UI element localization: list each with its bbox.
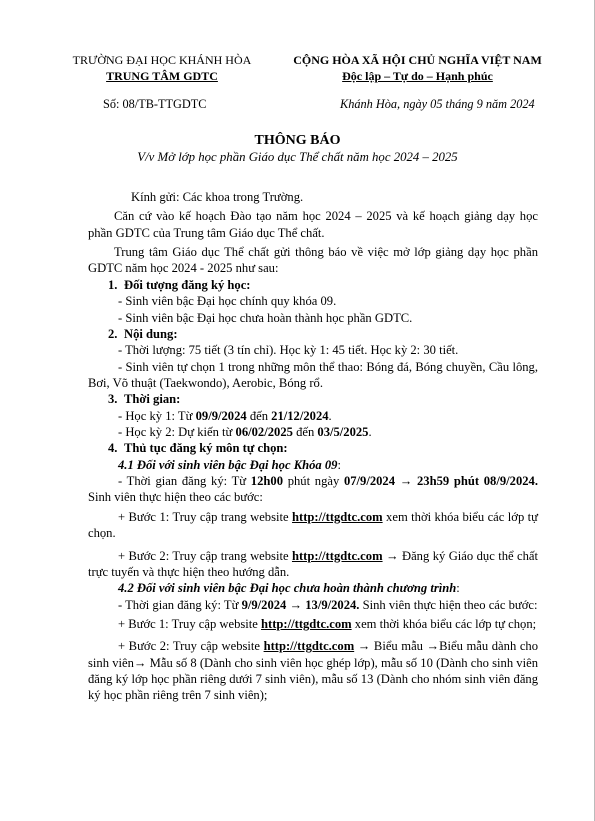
document-subtitle: V/v Mở lớp học phần Giáo dục Thể chất năm học 2024 – 2025 (137, 150, 458, 164)
university-name: TRƯỜNG ĐẠI HỌC KHÁNH HÒA (72, 53, 252, 67)
organization-header (72, 53, 252, 84)
website-link[interactable]: http://ttgdtc.com (261, 616, 352, 631)
subsection-4-2-step-2: + Bước 2: Truy cập website http://ttgdtc.com → Biểu mẫu →Biểu mẫu dành cho sinh viên→ Mẫu số 8 (Dành cho sinh viên học ghép lớp), mẫu số 10 (Dành cho sinh viên đăng ký lớp học phần riêng dưới 7 sinh viên), mẫu số 13 (Dành cho nhóm sinh viên đăng ký học phần riêng trên 7 sinh viên); (88, 639, 539, 703)
section-2-heading: 2. Nội dung: (108, 326, 178, 341)
national-header (290, 53, 545, 84)
subsection-4-2-time: - Thời gian đăng ký: Từ 9/9/2024 → 13/9/2024. Sinh viên thực hiện theo các bước: (118, 597, 538, 612)
section-2-item: - Thời lượng: 75 tiết (3 tín chỉ). Học kỳ 1: 45 tiết. Học kỳ 2: 30 tiết. (118, 343, 459, 358)
place-date: Khánh Hòa, ngày 05 tháng 9 năm 2024 (340, 97, 535, 111)
subsection-4-1-heading: 4.1 Đối với sinh viên bậc Đại học Khóa 09: (118, 457, 341, 472)
subsection-4-1-step-1: + Bước 1: Truy cập trang website http://ttgdtc.com xem thời khóa biểu các lớp tự chọn. (88, 509, 538, 541)
subsection-4-2-step-1: + Bước 1: Truy cập website http://ttgdtc.com xem thời khóa biểu các lớp tự chọn; (118, 616, 537, 631)
center-name: TRUNG TÂM GDTC (106, 68, 218, 83)
national-motto: Độc lập – Tự do – Hạnh phúc (342, 68, 493, 83)
section-1-heading: 1. Đối tượng đăng ký học: (108, 277, 251, 292)
nation-name: CỘNG HÒA XÃ HỘI CHỦ NGHĨA VIỆT NAM (293, 53, 542, 67)
subsection-4-1-step-2: + Bước 2: Truy cập trang website http://ttgdtc.com → Đăng ký Giáo dục thể chất trực tuyến và thực hiện theo hướng dẫn. (88, 548, 539, 579)
section-3-item: - Học kỳ 2: Dự kiến từ 06/02/2025 đến 03/5/2025. (118, 425, 372, 440)
section-2-item: - Sinh viên tự chọn 1 trong những môn thể thao: Bóng đá, Bóng chuyền, Cầu lông, Bơi, Võ thuật (Taekwondo), Aerobic, Bóng rổ. (88, 359, 538, 390)
subsection-4-2-heading: 4.2 Đối với sinh viên bậc Đại học chưa hoàn thành chương trình: (118, 581, 460, 596)
website-link[interactable]: http://ttgdtc.com (292, 509, 383, 524)
document-body (88, 189, 538, 704)
subsection-4-1-time: - Thời gian đăng ký: Từ 12h00 phút ngày 07/9/2024 → 23h59 phút 08/9/2024. Sinh viên thực hiện theo các bước: (88, 474, 538, 505)
document-number: Số: 08/TB-TTGDTC (103, 97, 207, 111)
section-3-heading: 3. Thời gian: (108, 392, 181, 407)
section-4-heading: 4. Thủ tục đăng ký môn tự chọn: (108, 441, 288, 456)
section-1-item: - Sinh viên bậc Đại học chưa hoàn thành học phần GDTC. (118, 310, 413, 325)
website-link[interactable]: http://ttgdtc.com (291, 548, 383, 563)
paragraph-basis: Căn cứ vào kế hoạch Đào tạo năm học 2024 – 2025 và kế hoạch giảng dạy học phần GDTC của Trung tâm Giáo dục Thể chất. (88, 209, 538, 240)
section-1-item: - Sinh viên bậc Đại học chính quy khóa 09. (118, 294, 337, 309)
section-3-item: - Học kỳ 1: Từ 09/9/2024 đến 21/12/2024. (118, 408, 332, 423)
greeting: Kính gửi: Các khoa trong Trường. (131, 190, 304, 204)
document-title: THÔNG BÁO (254, 133, 341, 148)
paragraph-intro: Trung tâm Giáo dục Thể chất gửi thông báo về việc mở lớp giảng dạy học phần GDTC năm học 2024 - 2025 như sau: (88, 245, 538, 276)
website-link[interactable]: http://ttgdtc.com (263, 639, 355, 654)
